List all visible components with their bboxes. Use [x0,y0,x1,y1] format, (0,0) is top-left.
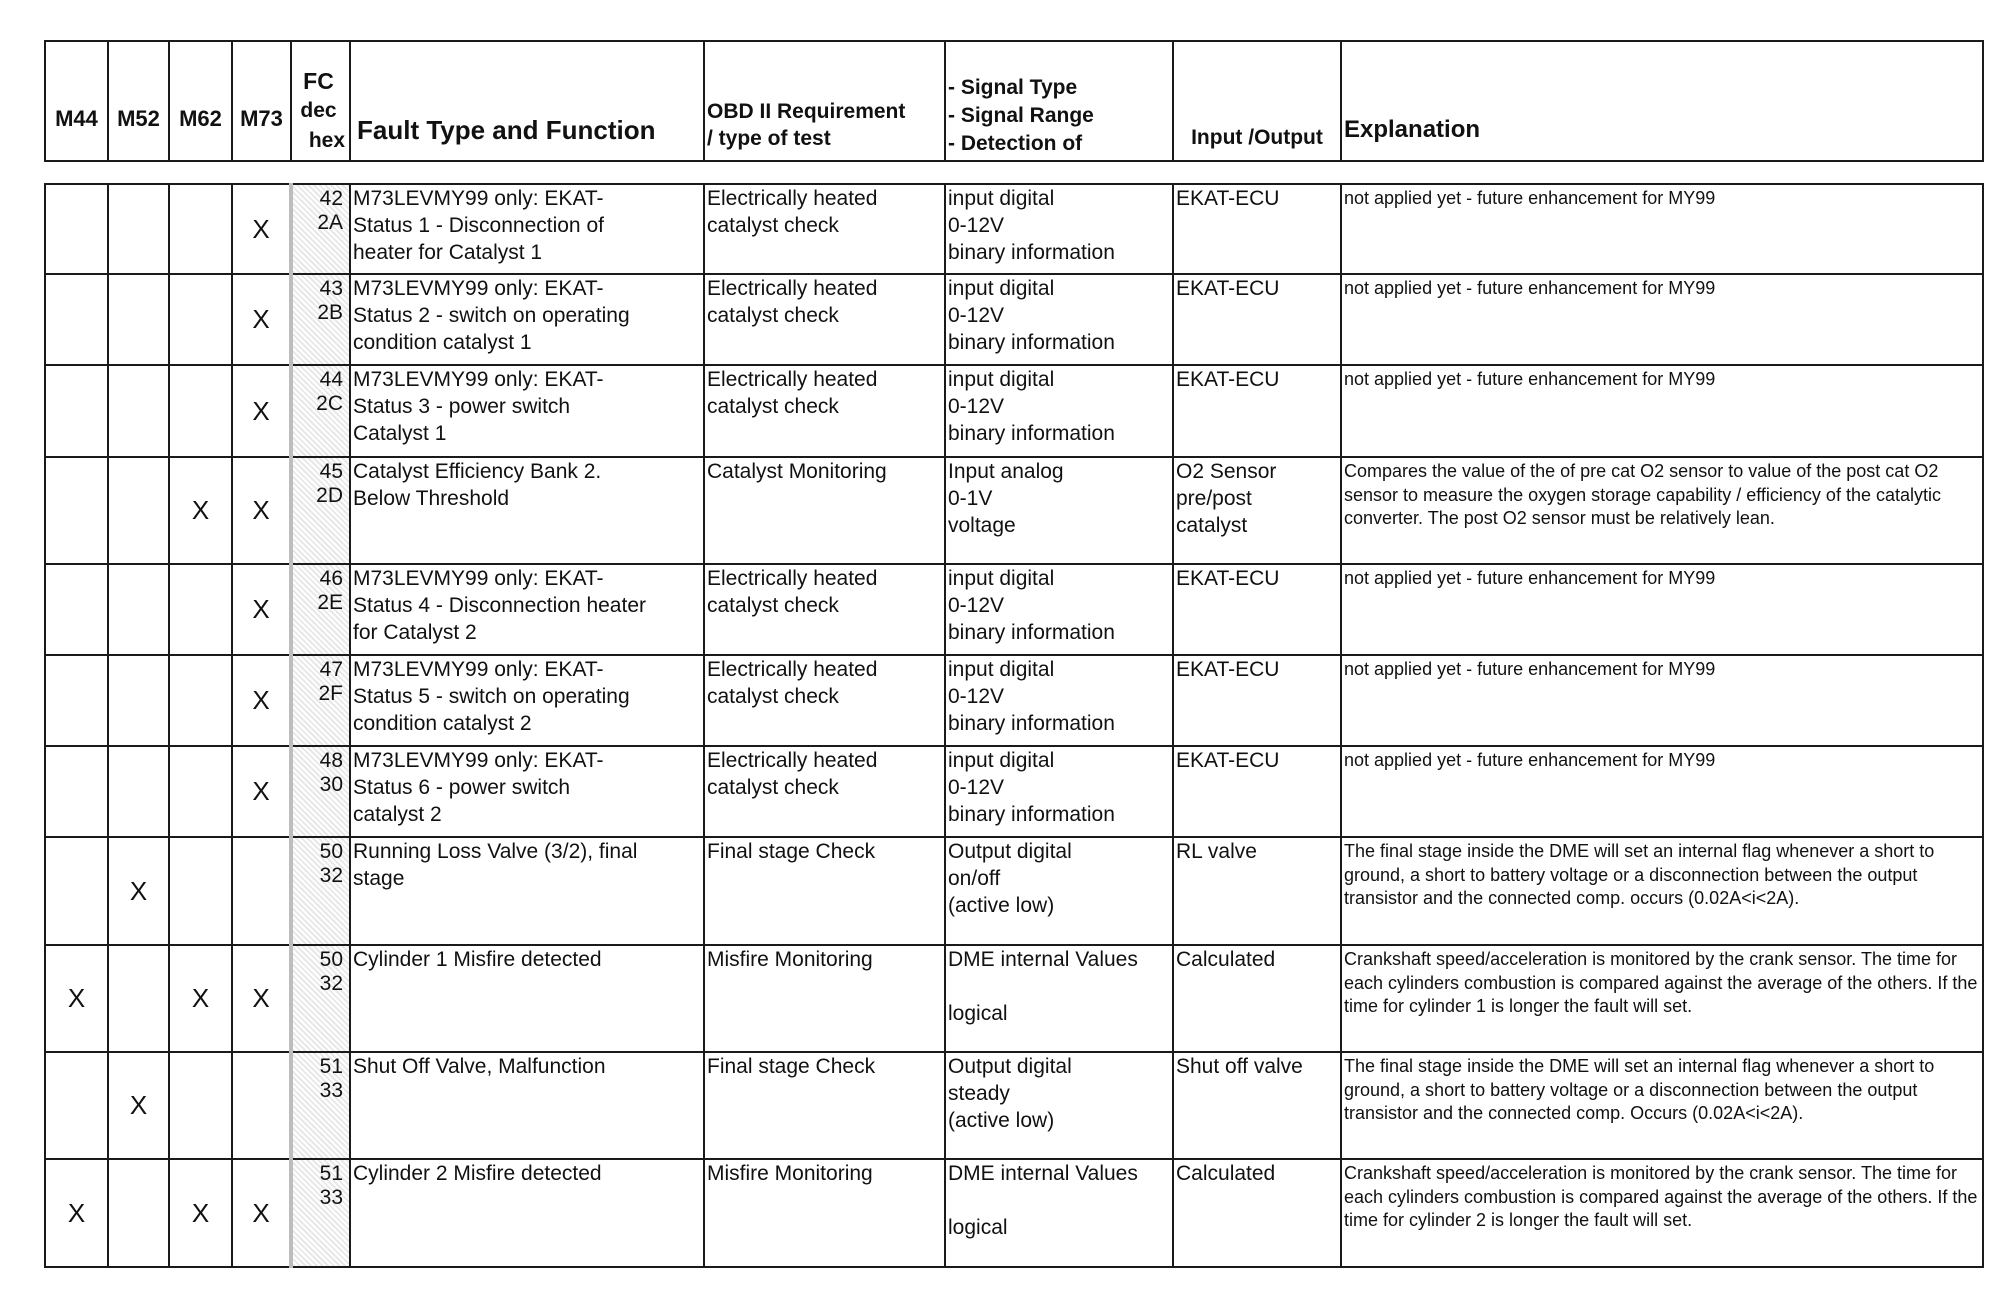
cell-obd-line: catalyst check [707,776,839,799]
cell-obd [704,1052,945,1159]
cell-signal-line: binary information [948,621,1115,644]
cell-m52 [108,365,169,457]
cell-signal [945,1159,1173,1267]
cell-fault-line: M73LEVMY99 only: EKAT- [353,187,604,210]
table-row [45,365,1983,457]
cell-m52 [108,457,169,564]
fc-hex: 2C [316,392,343,415]
fc-code [293,1053,349,1105]
cell-signal-line: input digital [948,368,1055,391]
cell-signal-line: DME internal Values [948,1162,1138,1185]
cell-m62 [169,184,232,274]
fc-hex: 2E [317,591,343,614]
cell-obd-line: Catalyst Monitoring [707,460,887,483]
table-row [45,184,1983,274]
cell-fault-line: Cylinder 1 Misfire detected [353,948,602,971]
cell-obd-line: Electrically heated [707,368,878,391]
cell-fault-line: Catalyst 1 [353,422,447,445]
cell-fault-line: M73LEVMY99 only: EKAT- [353,749,604,772]
cell-obd [704,746,945,837]
table-row [45,564,1983,655]
cell-io-line: Calculated [1176,1162,1276,1185]
cell-fault-line: M73LEVMY99 only: EKAT- [353,567,604,590]
header-explanation: Explanation [1341,41,1983,161]
cell-io-line: EKAT-ECU [1176,277,1280,300]
cell-signal [945,365,1173,457]
cell-fault-line: condition catalyst 2 [353,712,532,735]
cell-fault-line: Catalyst Efficiency Bank 2. [353,460,602,483]
header-signal-line: - Detection of [948,132,1083,155]
cell-obd [704,365,945,457]
cell-obd-line: Final stage Check [707,840,876,863]
cell-fault [350,746,704,837]
cell-io [1173,1052,1341,1159]
cell-signal-line: 0-12V [948,214,1005,237]
cell-obd-line: Electrically heated [707,277,878,300]
header-obd [704,41,945,161]
cell-obd [704,1159,945,1267]
cell-signal-line: Output digital [948,840,1072,863]
cell-m52: X [108,1052,169,1159]
cell-fc-code [291,746,350,837]
cell-fault-line: Status 6 - power switch [353,776,571,799]
cell-io-line: EKAT-ECU [1176,368,1280,391]
cell-m44: X [45,1159,108,1267]
cell-signal-line: input digital [948,187,1055,210]
fc-code [293,838,349,890]
cell-explanation: The final stage inside the DME will set an internal flag whenever a short to ground, a short to battery voltage or a disconnection between the output transistor and the connected comp. Occurs (0.02A<i<2A). [1341,1052,1983,1159]
cell-signal-line: 0-12V [948,594,1005,617]
header-m73: M73 [232,41,291,161]
cell-obd [704,655,945,746]
cell-signal [945,655,1173,746]
cell-m62: X [169,1159,232,1267]
cell-obd-line: catalyst check [707,685,839,708]
cell-fault-line: catalyst 2 [353,803,442,826]
cell-m52 [108,184,169,274]
cell-m73: X [232,746,291,837]
cell-explanation: not applied yet - future enhancement for MY99 [1341,655,1983,746]
cell-obd-line: Misfire Monitoring [707,948,873,971]
cell-signal-line: Output digital [948,1055,1072,1078]
cell-obd-line: Misfire Monitoring [707,1162,873,1185]
fc-dec: 48 [319,749,343,772]
cell-m44 [45,365,108,457]
cell-obd-line: Electrically heated [707,658,878,681]
header-obd-line: OBD II Requirement [707,100,906,123]
fc-code [293,275,349,327]
cell-fault-line: M73LEVMY99 only: EKAT- [353,277,604,300]
cell-m52 [108,655,169,746]
cell-signal-line: 0-12V [948,395,1005,418]
cell-fc-code [291,655,350,746]
cell-signal-line: voltage [948,514,1016,537]
cell-signal [945,837,1173,945]
fault-table [44,183,1984,1268]
cell-fault [350,837,704,945]
fault-rows [45,184,1983,1267]
cell-fault-line: Status 4 - Disconnection heater [353,594,646,617]
cell-fc-code [291,365,350,457]
cell-obd [704,564,945,655]
cell-m52 [108,274,169,365]
cell-io-line: Shut off valve [1176,1055,1303,1078]
cell-io [1173,564,1341,655]
cell-fc-code [291,837,350,945]
cell-io-line: catalyst [1176,514,1248,537]
cell-fc-code [291,274,350,365]
cell-m44: X [45,945,108,1052]
cell-fault-line: heater for Catalyst 1 [353,241,543,264]
header-fc-dec: dec [300,99,337,122]
cell-signal-line: (active low) [948,894,1055,917]
fc-hex: 2F [318,682,343,705]
header-m44: M44 [45,41,108,161]
cell-signal-line: Input analog [948,460,1064,483]
cell-m52 [108,746,169,837]
table-row [45,457,1983,564]
cell-explanation: not applied yet - future enhancement for MY99 [1341,564,1983,655]
cell-m73: X [232,655,291,746]
cell-m62 [169,746,232,837]
header-m62: M62 [169,41,232,161]
cell-signal-line: binary information [948,331,1115,354]
cell-m73: X [232,564,291,655]
cell-fault-line: condition catalyst 1 [353,331,532,354]
cell-fault [350,564,704,655]
cell-fault [350,365,704,457]
cell-io-line: Calculated [1176,948,1276,971]
fc-dec: 50 [319,840,343,863]
cell-io-line: EKAT-ECU [1176,749,1280,772]
cell-fc-code [291,1052,350,1159]
cell-signal [945,746,1173,837]
cell-io [1173,945,1341,1052]
cell-signal-line: binary information [948,712,1115,735]
fc-code [293,565,349,617]
fc-hex: 30 [319,773,343,796]
cell-fault [350,184,704,274]
cell-signal-line: binary information [948,422,1115,445]
header-m52: M52 [108,41,169,161]
cell-signal-line: DME internal Values [948,948,1138,971]
fc-code [293,946,349,998]
cell-explanation: not applied yet - future enhancement for MY99 [1341,184,1983,274]
cell-fc-code [291,457,350,564]
cell-signal-line: binary information [948,803,1115,826]
table-row [45,837,1983,945]
cell-m44 [45,184,108,274]
table-row [45,274,1983,365]
table-row [45,655,1983,746]
cell-fault-line: Status 5 - switch on operating [353,685,630,708]
cell-io [1173,1159,1341,1267]
cell-fault [350,945,704,1052]
cell-obd-line: Electrically heated [707,749,878,772]
cell-signal-line [948,973,1172,1000]
table-row [45,746,1983,837]
cell-m62 [169,837,232,945]
cell-signal [945,184,1173,274]
cell-obd-line: Electrically heated [707,567,878,590]
fc-hex: 32 [319,864,343,887]
cell-obd-line: catalyst check [707,214,839,237]
cell-fault-line: Shut Off Valve, Malfunction [353,1055,606,1078]
cell-fault-line: Status 3 - power switch [353,395,571,418]
cell-io-line: RL valve [1176,840,1257,863]
cell-m62 [169,1052,232,1159]
cell-obd [704,274,945,365]
cell-signal-line: steady [948,1082,1010,1105]
cell-fc-code [291,1159,350,1267]
cell-fc-code [291,564,350,655]
cell-m62 [169,655,232,746]
cell-m44 [45,564,108,655]
fc-dec: 45 [319,460,343,483]
cell-signal-line: 0-12V [948,685,1005,708]
fc-hex: 33 [319,1186,343,1209]
fc-hex: 32 [319,972,343,995]
cell-m44 [45,457,108,564]
cell-m52: X [108,837,169,945]
cell-signal-line: binary information [948,241,1115,264]
cell-m73: X [232,457,291,564]
cell-obd-line: catalyst check [707,304,839,327]
cell-io [1173,274,1341,365]
cell-signal-line: logical [948,1002,1008,1025]
cell-m73: X [232,365,291,457]
cell-m73 [232,837,291,945]
cell-fault [350,1159,704,1267]
cell-obd [704,945,945,1052]
header-obd-line: / type of test [707,127,831,150]
cell-signal-line: input digital [948,658,1055,681]
cell-m62 [169,274,232,365]
cell-signal [945,945,1173,1052]
cell-signal-line: 0-12V [948,304,1005,327]
cell-fault [350,457,704,564]
cell-m73: X [232,184,291,274]
cell-fault-line: for Catalyst 2 [353,621,477,644]
cell-m44 [45,274,108,365]
fc-dec: 44 [319,368,343,391]
cell-fault-line: Running Loss Valve (3/2), final [353,840,638,863]
cell-io-line: O2 Sensor [1176,460,1277,483]
cell-fault-line: Cylinder 2 Misfire detected [353,1162,602,1185]
cell-explanation: not applied yet - future enhancement for MY99 [1341,746,1983,837]
cell-obd [704,184,945,274]
cell-m44 [45,1052,108,1159]
cell-fault [350,274,704,365]
header-fc [291,41,350,161]
cell-fc-code [291,945,350,1052]
cell-explanation: not applied yet - future enhancement for MY99 [1341,274,1983,365]
fc-dec: 47 [319,658,343,681]
cell-obd [704,457,945,564]
cell-m44 [45,655,108,746]
cell-signal-line: input digital [948,277,1055,300]
fc-code [293,747,349,799]
cell-fault-line: stage [353,867,405,890]
cell-fault-line: Status 2 - switch on operating [353,304,630,327]
cell-m52 [108,945,169,1052]
fc-code [293,458,349,510]
cell-signal-line: 0-1V [948,487,993,510]
fc-hex: 2D [316,484,343,507]
cell-m62 [169,365,232,457]
cell-fault-line: Status 1 - Disconnection of [353,214,604,237]
cell-io [1173,746,1341,837]
cell-m73 [232,1052,291,1159]
cell-io [1173,655,1341,746]
cell-m44 [45,837,108,945]
cell-fc-code [291,184,350,274]
fc-dec: 42 [319,187,343,210]
fc-dec: 43 [319,277,343,300]
fc-code [293,656,349,708]
cell-m52 [108,564,169,655]
cell-m52 [108,1159,169,1267]
cell-signal [945,457,1173,564]
cell-explanation: Crankshaft speed/acceleration is monitored by the crank sensor. The time for each cylinders combustion is compared against the average of the others. If the time for cylinder 1 is longer the fault will set. [1341,945,1983,1052]
cell-obd-line: catalyst check [707,395,839,418]
header-io: Input /Output [1173,41,1341,161]
cell-signal-line [948,1187,1172,1214]
cell-fault-line: Below Threshold [353,487,510,510]
cell-explanation: The final stage inside the DME will set an internal flag whenever a short to ground, a short to battery voltage or a disconnection between the output transistor and the connected comp. occurs (0.02A<i<2A). [1341,837,1983,945]
fc-code [293,366,349,418]
cell-obd-line: Electrically heated [707,187,878,210]
cell-io-line: EKAT-ECU [1176,187,1280,210]
fc-dec: 51 [319,1055,343,1078]
cell-m44 [45,746,108,837]
cell-explanation: Compares the value of the of pre cat O2 sensor to value of the post cat O2 sensor to measure the oxygen storage capability / efficiency of the catalytic converter. The post O2 sensor must be relatively lean. [1341,457,1983,564]
cell-obd [704,837,945,945]
fc-dec: 50 [319,948,343,971]
cell-io [1173,837,1341,945]
cell-m62: X [169,945,232,1052]
header-fc-hex: hex [308,129,345,152]
cell-io-line: pre/post [1176,487,1252,510]
cell-fault [350,655,704,746]
cell-signal [945,564,1173,655]
fc-hex: 33 [319,1079,343,1102]
table-row [45,1159,1983,1267]
cell-signal [945,274,1173,365]
fc-hex: 2A [317,211,343,234]
cell-io [1173,365,1341,457]
cell-m73: X [232,274,291,365]
table-row [45,1052,1983,1159]
table-row [45,945,1983,1052]
header-signal [945,41,1173,161]
header-signal-line: - Signal Range [948,104,1094,127]
cell-signal-line: 0-12V [948,776,1005,799]
cell-io [1173,457,1341,564]
cell-explanation: not applied yet - future enhancement for MY99 [1341,365,1983,457]
header-fault: Fault Type and Function [350,41,704,161]
cell-io-line: EKAT-ECU [1176,567,1280,590]
cell-obd-line: catalyst check [707,594,839,617]
header-signal-line: - Signal Type [948,76,1078,99]
cell-io-line: EKAT-ECU [1176,658,1280,681]
cell-signal-line: input digital [948,567,1055,590]
cell-m62 [169,564,232,655]
cell-signal [945,1052,1173,1159]
cell-signal-line: logical [948,1216,1008,1239]
cell-m62: X [169,457,232,564]
cell-m73: X [232,945,291,1052]
cell-explanation: Crankshaft speed/acceleration is monitored by the crank sensor. The time for each cylinders combustion is compared against the average of the others. If the time for cylinder 2 is longer the fault will set. [1341,1159,1983,1267]
fc-code [293,185,349,237]
cell-obd-line: Final stage Check [707,1055,876,1078]
cell-m73: X [232,1159,291,1267]
cell-fault-line: M73LEVMY99 only: EKAT- [353,368,604,391]
header-table [44,40,1984,162]
cell-fault [350,1052,704,1159]
cell-signal-line: (active low) [948,1109,1055,1132]
cell-fault-line: M73LEVMY99 only: EKAT- [353,658,604,681]
cell-io [1173,184,1341,274]
fc-dec: 51 [319,1162,343,1185]
fc-code [293,1160,349,1212]
fc-dec: 46 [319,567,343,590]
cell-signal-line: input digital [948,749,1055,772]
fc-hex: 2B [317,301,343,324]
cell-signal-line: on/off [948,867,1001,890]
header-fc-label: FC [303,68,334,94]
